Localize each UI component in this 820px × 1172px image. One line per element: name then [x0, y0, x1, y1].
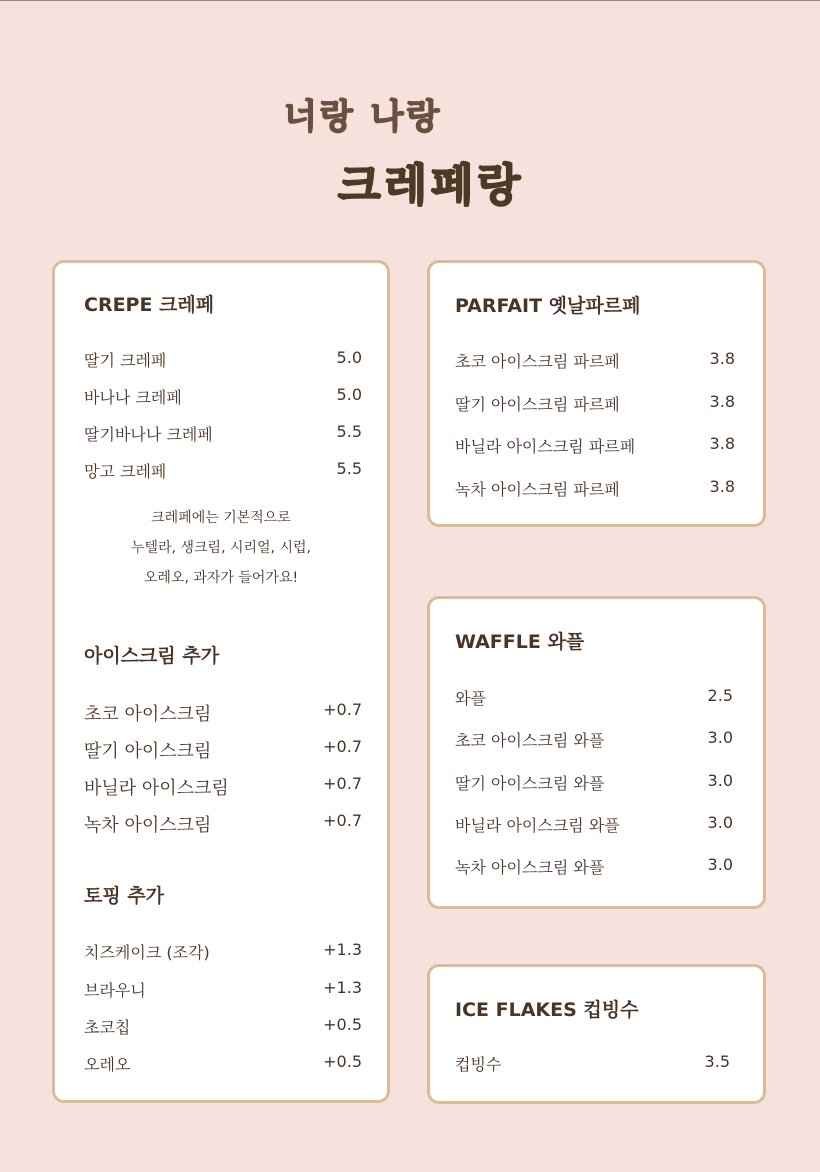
- menu-item-name: 컵빙수: [455, 1055, 502, 1074]
- icecream-addon-title: 아이스크림 추가: [84, 645, 220, 667]
- menu-item-name: 딸기 아이스크림 파르페: [455, 395, 620, 414]
- menu-item-price: 3.5: [704, 1052, 730, 1071]
- addon-item-name: 초코 아이스크림: [84, 704, 212, 725]
- menu-item-price: 5.5: [336, 459, 362, 478]
- parfait-card: [427, 260, 766, 527]
- topping-item-price: +0.5: [323, 1015, 362, 1034]
- menu-item-price: 3.0: [707, 855, 733, 874]
- menu-item-name: 바닐라 아이스크림 와플: [455, 816, 620, 835]
- menu-item-price: 3.8: [709, 349, 735, 368]
- topping-item-price: +1.3: [323, 978, 362, 997]
- menu-title: 크레페랑: [338, 160, 525, 211]
- addon-item-price: +0.7: [323, 700, 362, 719]
- menu-item-price: 5.0: [336, 385, 362, 404]
- menu-item-price: 3.0: [707, 728, 733, 747]
- addon-item-name: 녹차 아이스크림: [84, 815, 212, 836]
- menu-item-name: 딸기 아이스크림 와플: [455, 774, 605, 793]
- addon-item-name: 바닐라 아이스크림: [84, 778, 229, 799]
- menu-item-price: 3.8: [709, 477, 735, 496]
- crepe-section-title: CREPE 크레페: [84, 294, 215, 316]
- waffle-section-title: WAFFLE 와플: [455, 631, 585, 653]
- menu-item-name: 딸기바나나 크레페: [84, 425, 213, 444]
- menu-item-price: 5.5: [336, 422, 362, 441]
- menu-item-price: 3.8: [709, 392, 735, 411]
- crepe-card: [52, 260, 390, 1103]
- topping-item-name: 브라우니: [84, 981, 146, 1000]
- addon-item-price: +0.7: [323, 737, 362, 756]
- topping-item-price: +1.3: [323, 940, 362, 959]
- crepe-note-line: 누텔라, 생크림, 시리얼, 시럽,: [131, 540, 311, 556]
- addon-item-name: 딸기 아이스크림: [84, 741, 212, 762]
- ice-flakes-card: [427, 964, 766, 1104]
- addon-item-price: +0.7: [323, 774, 362, 793]
- menu-item-price: 3.8: [709, 434, 735, 453]
- ice-flakes-section-title: ICE FLAKES 컵빙수: [455, 999, 639, 1021]
- menu-item-name: 초코 아이스크림 파르페: [455, 352, 620, 371]
- crepe-note-line: 오레오, 과자가 들어가요!: [143, 570, 299, 586]
- menu-item-name: 와플: [455, 689, 486, 708]
- topping-addon-title: 토핑 추가: [84, 885, 165, 907]
- menu-item-name: 딸기 크레페: [84, 351, 167, 370]
- addon-item-price: +0.7: [323, 811, 362, 830]
- menu-item-name: 바닐라 아이스크림 파르페: [455, 437, 636, 456]
- menu-item-name: 녹차 아이스크림 파르페: [455, 480, 620, 499]
- crepe-note-line: 크레페에는 기본적으로: [151, 510, 291, 526]
- topping-item-name: 초코칩: [84, 1018, 131, 1037]
- menu-item-price: 5.0: [336, 348, 362, 367]
- menu-item-price: 3.0: [707, 771, 733, 790]
- menu-item-price: 3.0: [707, 813, 733, 832]
- menu-item-name: 녹차 아이스크림 와플: [455, 858, 605, 877]
- menu-subtitle: 너랑 나랑: [284, 97, 443, 137]
- topping-item-price: +0.5: [323, 1052, 362, 1071]
- topping-item-name: 오레오: [84, 1055, 131, 1074]
- menu-item-name: 바나나 크레페: [84, 388, 182, 407]
- menu-item-price: 2.5: [707, 686, 733, 705]
- topping-item-name: 치즈케이크 (조각): [84, 943, 210, 962]
- waffle-card: [427, 596, 766, 909]
- menu-item-name: 망고 크레페: [84, 462, 167, 481]
- parfait-section-title: PARFAIT 옛날파르페: [455, 295, 641, 317]
- menu-item-name: 초코 아이스크림 와플: [455, 731, 605, 750]
- crepe-note: [55, 503, 387, 593]
